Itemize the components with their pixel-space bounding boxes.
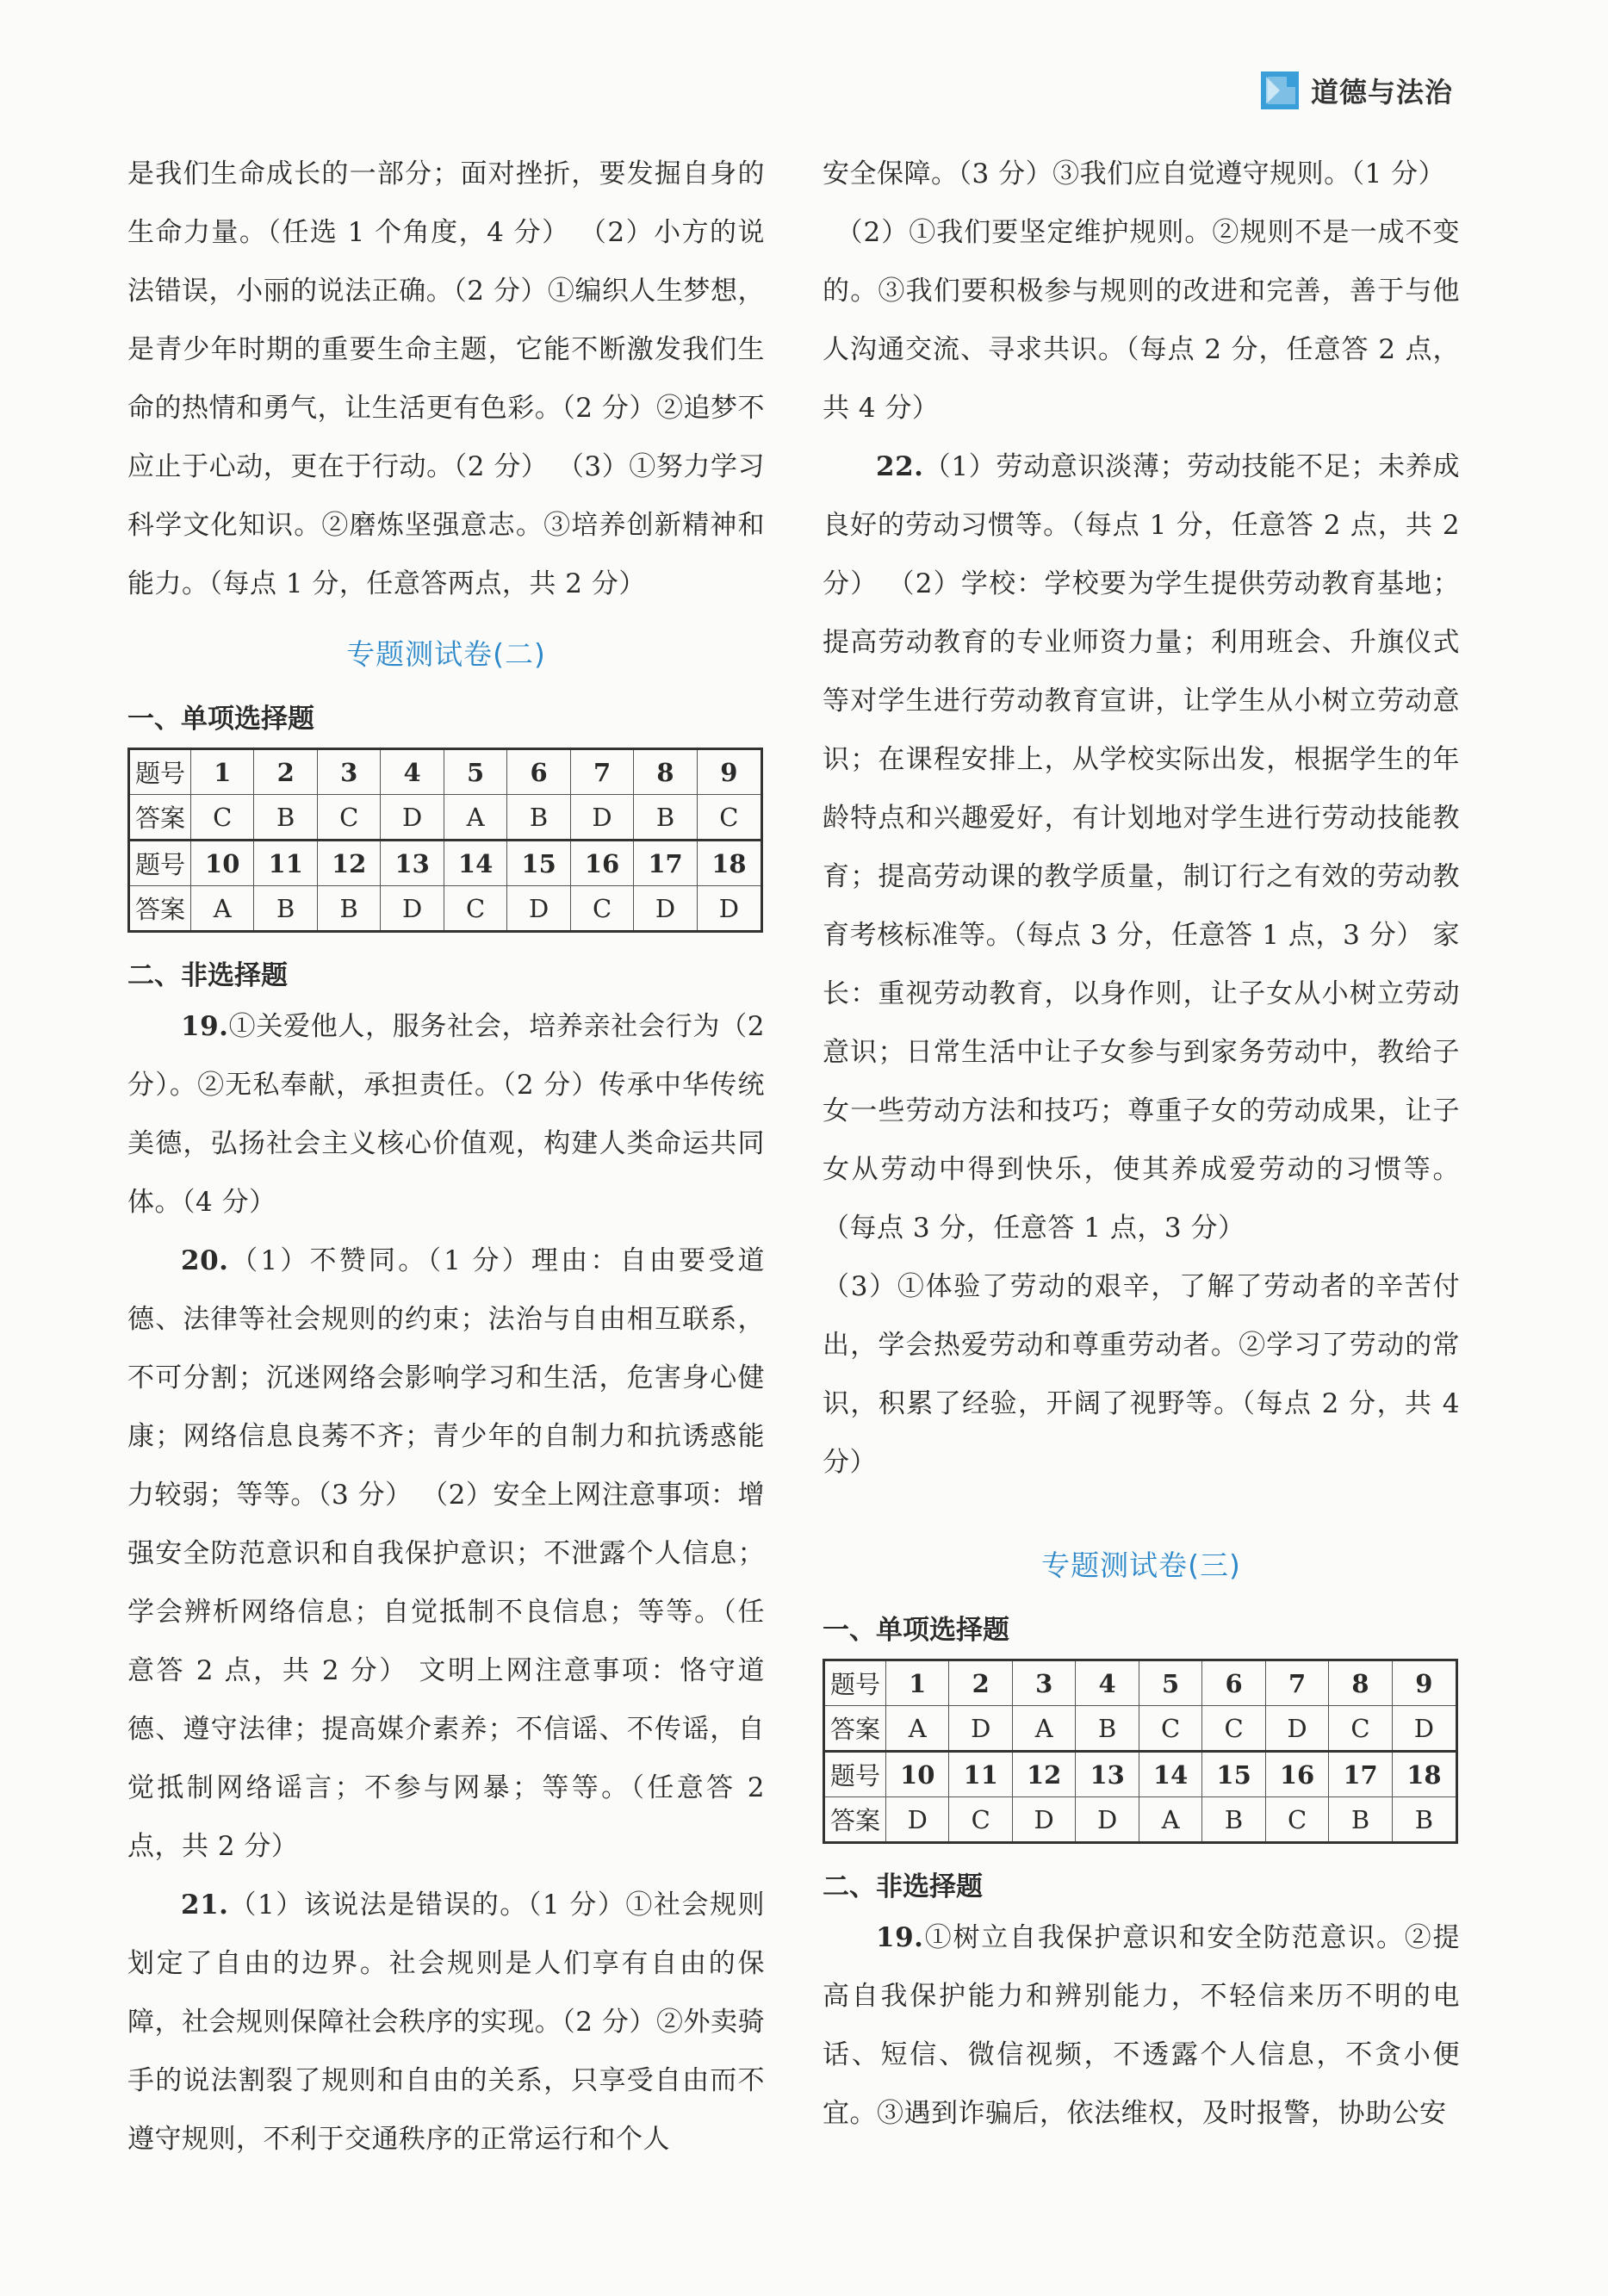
- cell: B: [1329, 1797, 1392, 1843]
- cell: D: [381, 886, 444, 932]
- table-row: [824, 1660, 1457, 1706]
- answer-text: ①关爱他人，服务社会，培养亲社会行为（2 分）。②无私奉献，承担责任。（2 分）传承中华传统美德，弘扬社会主义核心价值观，构建人类命运共同体。（4 分）: [127, 1011, 765, 1218]
- cell: A: [886, 1706, 949, 1752]
- intro-paragraph: 是我们生命成长的一部分；面对挫折，要发掘自身的生命力量。（任选 1 个角度，4 分） （2）小方的说法错误，小丽的说法正确。（2 分）①编织人生梦想，是青少年时期的重要生命主题，它能不断激发我们生命的热情和勇气，让生活更有色彩。（2 分）②追梦不应止于心动，更在于行动。（2 分） （3）①努力学习科学文化知识。②磨炼坚强意志。③培养创新精神和能力。（每点 1 分，任意答两点，共 2 分）: [127, 158, 765, 599]
- answer-text: （1）不赞同。（1 分）理由：自由要受道德、法律等社会规则的约束；法治与自由相互联系，不可分割；沉迷网络会影响学习和生活，危害身心健康；网络信息良莠不齐；青少年的自制力和抗诱惑能力较弱；等等。（3 分） （2）安全上网注意事项：增强安全防范意识和自我保护意识；不泄露个人信息；学会辨析网络信息；自觉抵制不良信息；等等。（任意答 2 点，共 2 分） 文明上网注意事项：恪守道德、遵守法律；提高媒介素养；不信谣、不传谣，自觉抵制网络谣言；不参与网暴；等等。（任意答 2 点，共 2 分）: [127, 1245, 765, 1862]
- question-22: [823, 437, 1460, 1257]
- cell: D: [1392, 1706, 1456, 1752]
- table-row: [824, 1752, 1457, 1797]
- cell: D: [381, 795, 444, 841]
- cell: B: [317, 886, 380, 932]
- cell: 8: [1329, 1660, 1392, 1706]
- cell: 14: [444, 841, 506, 886]
- row-label: 题号: [129, 841, 191, 886]
- question-number: 22.: [876, 451, 924, 482]
- cell: D: [634, 886, 697, 932]
- cell: B: [1392, 1797, 1456, 1843]
- cell: C: [1202, 1706, 1265, 1752]
- question-19: [127, 997, 765, 1232]
- question-19: [823, 1908, 1460, 2143]
- table-row: [129, 886, 762, 932]
- question-21: [127, 1876, 765, 2169]
- section-title: 专题测试卷(二): [346, 637, 546, 671]
- cell: D: [507, 886, 570, 932]
- cell: A: [191, 886, 254, 932]
- cell: C: [1265, 1797, 1328, 1843]
- question-number: 19.: [876, 1922, 924, 1953]
- cell: 2: [949, 1660, 1012, 1706]
- row-label: 题号: [129, 749, 191, 795]
- cell: 9: [697, 749, 761, 795]
- cell: 7: [570, 749, 633, 795]
- cell: 16: [1265, 1752, 1328, 1797]
- cell: 5: [444, 749, 506, 795]
- table-row: [129, 795, 762, 841]
- nonmc-heading: 二、非选择题: [127, 960, 288, 991]
- table-row: [129, 749, 762, 795]
- question-20: [127, 1232, 765, 1876]
- answer-text: （1）该说法是错误的。（1 分）①社会规则划定了自由的边界。社会规则是人们享有自由的保障，社会规则保障社会秩序的实现。（2 分）②外卖骑手的说法割裂了规则和自由的关系，只享受自由而不遵守规则，不利于交通秩序的正常运行和个人: [127, 1890, 765, 2155]
- cell: B: [507, 795, 570, 841]
- subject-logo-icon: [1261, 71, 1299, 109]
- row-label: 答案: [824, 1706, 886, 1752]
- cell: 2: [254, 749, 317, 795]
- cell: 5: [1139, 1660, 1201, 1706]
- cell: D: [1265, 1706, 1328, 1752]
- cell: A: [1139, 1797, 1201, 1843]
- cell: C: [444, 886, 506, 932]
- cell: 1: [886, 1660, 949, 1706]
- cell: D: [886, 1797, 949, 1843]
- cell: 13: [1076, 1752, 1139, 1797]
- cell: 13: [381, 841, 444, 886]
- cell: 17: [1329, 1752, 1392, 1797]
- cell: 7: [1265, 1660, 1328, 1706]
- row-label: 答案: [129, 795, 191, 841]
- left-column: [127, 145, 765, 2169]
- cell: 10: [886, 1752, 949, 1797]
- subject-title: 道德与法治: [1311, 76, 1454, 109]
- cell: D: [949, 1706, 1012, 1752]
- cell: B: [634, 795, 697, 841]
- cell: 4: [381, 749, 444, 795]
- cell: A: [1012, 1706, 1075, 1752]
- cell: D: [1076, 1797, 1139, 1843]
- nonmc-heading: 二、非选择题: [823, 1871, 983, 1902]
- row-label: 答案: [129, 886, 191, 932]
- row-label: 题号: [824, 1660, 886, 1706]
- right-column: [823, 145, 1460, 2143]
- page-header: [1261, 71, 1453, 110]
- table-row: [824, 1797, 1457, 1843]
- cell: 10: [191, 841, 254, 886]
- section-title: 专题测试卷(三): [1041, 1548, 1241, 1582]
- cell: 8: [634, 749, 697, 795]
- cell: B: [254, 795, 317, 841]
- question-number: 19.: [181, 1011, 229, 1042]
- cell: C: [317, 795, 380, 841]
- cell: 3: [1012, 1660, 1075, 1706]
- cell: C: [1139, 1706, 1201, 1752]
- q21-continued: 安全保障。（3 分）③我们应自觉遵守规则。（1 分）: [823, 158, 1446, 189]
- cell: 9: [1392, 1660, 1456, 1706]
- question-number: 20.: [181, 1245, 229, 1276]
- cell: 18: [1392, 1752, 1456, 1797]
- cell: 11: [254, 841, 317, 886]
- cell: 6: [1202, 1660, 1265, 1706]
- cell: 1: [191, 749, 254, 795]
- cell: 16: [570, 841, 633, 886]
- cell: C: [570, 886, 633, 932]
- cell: B: [1076, 1706, 1139, 1752]
- question-number: 21.: [181, 1890, 229, 1921]
- cell: 4: [1076, 1660, 1139, 1706]
- cell: C: [697, 795, 761, 841]
- cell: B: [254, 886, 317, 932]
- answer-text: （1）劳动意识淡薄；劳动技能不足；未养成良好的劳动习惯等。（每点 1 分，任意答 2 点，共 2 分） （2）学校：学校要为学生提供劳动教育基地；提高劳动教育的专业师资力量；利用班会、升旗仪式等对学生进行劳动教育宣讲，让学生从小树立劳动意识；在课程安排上，从学校实际出发，根据学生的年龄特点和兴趣爱好，有计划地对学生进行劳动技能教育；提高劳动课的教学质量，制订行之有效的劳动教育考核标准等。（每点 3 分，任意答 1 点，3 分） 家长：重视劳动教育，以身作则，让子女从小树立劳动意识；日常生活中让子女参与到家务劳动中，教给子女一些劳动方法和技巧；尊重子女的劳动成果，让子女从劳动中得到快乐，使其养成爱劳动的习惯等。（每点 3 分，任意答 1 点，3 分）: [823, 451, 1460, 1244]
- table-row: [129, 841, 762, 886]
- answer-text: ①树立自我保护意识和安全防范意识。②提高自我保护能力和辨别能力，不轻信来历不明的电话、短信、微信视频，不透露个人信息，不贪小便宜。③遇到诈骗后，依法维权，及时报警，协助公安: [823, 1922, 1460, 2129]
- cell: A: [444, 795, 506, 841]
- question-22-part3: （3）①体验了劳动的艰辛，了解了劳动者的辛苦付出，学会热爱劳动和尊重劳动者。②学习了劳动的常识，积累了经验，开阔了视野等。（每点 2 分，共 4 分）: [823, 1271, 1460, 1478]
- cell: C: [949, 1797, 1012, 1843]
- answer-table: [823, 1659, 1458, 1844]
- cell: 17: [634, 841, 697, 886]
- cell: 15: [507, 841, 570, 886]
- answer-table: [127, 748, 763, 933]
- cell: C: [1329, 1706, 1392, 1752]
- table-row: [824, 1706, 1457, 1752]
- cell: 12: [1012, 1752, 1075, 1797]
- cell: C: [191, 795, 254, 841]
- cell: 14: [1139, 1752, 1201, 1797]
- cell: 15: [1202, 1752, 1265, 1797]
- q21-part2: （2）①我们要坚定维护规则。②规则不是一成不变的。③我们要积极参与规则的改进和完善，善于与他人沟通交流、寻求共识。（每点 2 分，任意答 2 点，共 4 分）: [823, 217, 1460, 424]
- cell: 6: [507, 749, 570, 795]
- cell: 18: [697, 841, 761, 886]
- row-label: 答案: [824, 1797, 886, 1843]
- cell: D: [697, 886, 761, 932]
- cell: 12: [317, 841, 380, 886]
- cell: 11: [949, 1752, 1012, 1797]
- cell: 3: [317, 749, 380, 795]
- row-label: 题号: [824, 1752, 886, 1797]
- cell: B: [1202, 1797, 1265, 1843]
- mc-heading: 一、单项选择题: [823, 1615, 1009, 1646]
- mc-heading: 一、单项选择题: [127, 704, 314, 735]
- cell: D: [570, 795, 633, 841]
- cell: D: [1012, 1797, 1075, 1843]
